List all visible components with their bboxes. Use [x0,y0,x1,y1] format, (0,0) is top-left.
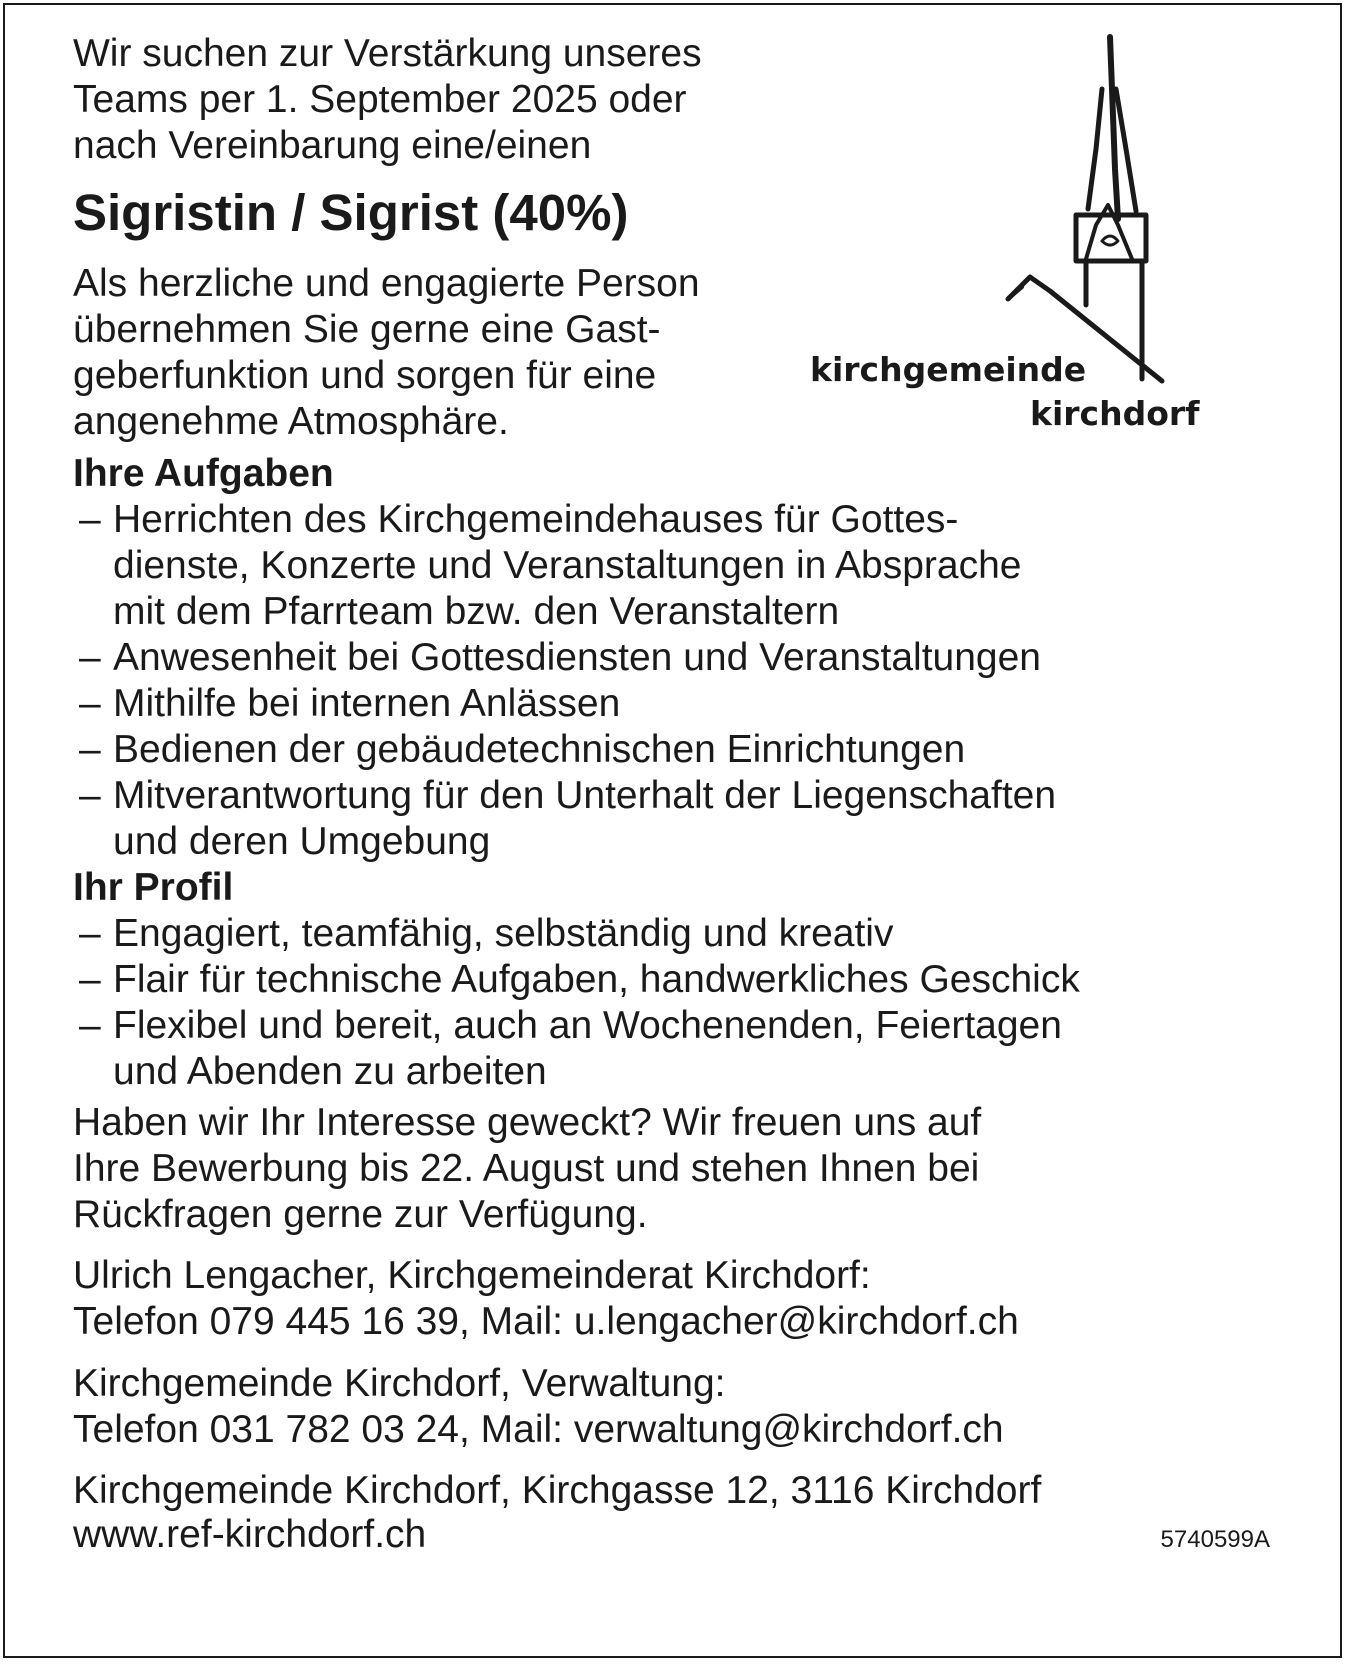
contact-person: Ulrich Lengacher, Kirchgemeinderat Kirchdorf: Telefon 079 445 16 39, Mail: u.lengacher@kirchdorf.ch [73,1254,1019,1343]
logo-line-2: kirchdorf [1030,394,1200,433]
list-item: – Flexibel und bereit, auch an Wochenenden, Feiertagen und Abenden zu arbeiten [73,1003,1303,1095]
reference-number: 5740599A [1160,1526,1270,1553]
list-item: – Bedienen der gebäudetechnischen Einrichtungen [73,727,1303,773]
intro-text: Wir suchen zur Verstärkung unseres Teams per 1. September 2025 oder nach Vereinbarung eine/einen [73,32,702,167]
job-title: Sigristin / Sigrist (40%) [73,184,629,241]
profile-list [73,911,1303,1095]
profile-heading: Ihr Profil [73,866,234,909]
list-item: – Mitverantwortung für den Unterhalt der Liegenschaften und deren Umgebung [73,773,1303,865]
lead-text: Als herzliche und engagierte Person übernehmen Sie gerne eine Gast- geberfunktion und sorgen für eine angenehme Atmosphäre. [73,262,700,443]
list-item: – Herrichten des Kirchgemeindehauses für Gottes- dienste, Konzerte und Veranstaltungen in Absprache mit dem Pfarrteam bzw. den Veranstaltern [73,497,1303,635]
closing-text: Haben wir Ihr Interesse geweckt? Wir freuen uns auf Ihre Bewerbung bis 22. August und stehen Ihnen bei Rückfragen gerne zur Verfügung. [73,1101,982,1236]
website-link[interactable]: www.ref-kirchdorf.ch [73,1513,427,1556]
contact-administration: Kirchgemeinde Kirchdorf, Verwaltung: Telefon 031 782 03 24, Mail: verwaltung@kirchdorf.ch [73,1362,1004,1451]
list-item: – Mithilfe bei internen Anlässen [73,681,1303,727]
church-tower-icon [1008,37,1162,381]
list-item: – Engagiert, teamfähig, selbständig und kreativ [73,911,1303,957]
tasks-heading: Ihre Aufgaben [73,452,334,495]
job-advertisement [3,3,1342,1658]
logo [810,29,1280,469]
list-item: – Flair für technische Aufgaben, handwerkliches Geschick [73,957,1303,1003]
logo-line-1: kirchgemeinde [810,350,1087,389]
list-item: – Anwesenheit bei Gottesdiensten und Veranstaltungen [73,635,1303,681]
tasks-list [73,497,1303,865]
address: Kirchgemeinde Kirchdorf, Kirchgasse 12, 3116 Kirchdorf [73,1469,1042,1512]
